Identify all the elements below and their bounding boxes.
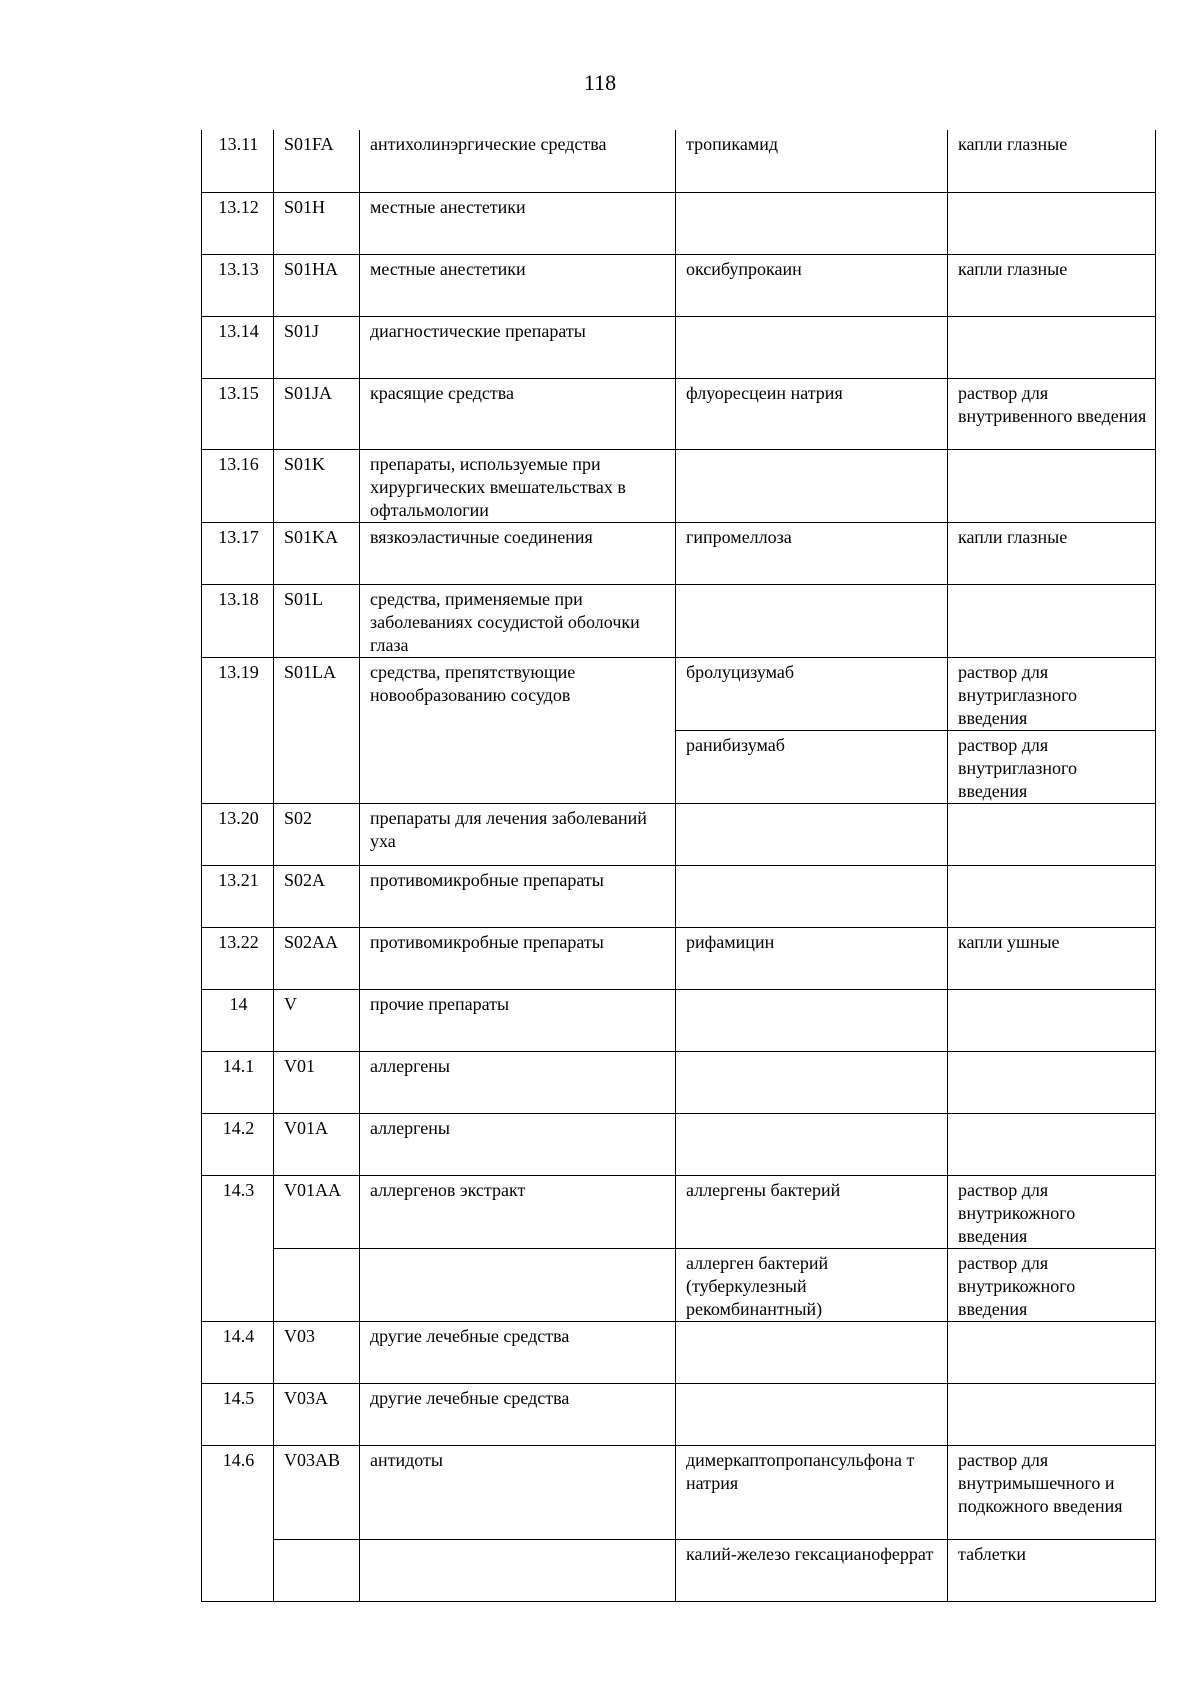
row-number: 13.11: [202, 130, 274, 192]
drug-name: тропикамид: [676, 130, 948, 192]
drug-name: димеркаптопропансульфона т натрия: [676, 1445, 948, 1539]
atc-group: средства, препятствующие новообразованию сосудов: [360, 657, 676, 803]
table-row: [202, 449, 1156, 522]
dosage-form: [948, 584, 1156, 657]
dosage-form: таблетки: [948, 1539, 1156, 1601]
row-number: 13.18: [202, 584, 274, 657]
dosage-form: раствор для внутриглазного введения: [948, 657, 1156, 730]
atc-code: [274, 1248, 360, 1321]
drug-name: [676, 584, 948, 657]
drug-name: оксибупрокаин: [676, 254, 948, 316]
dosage-form: раствор для внутрикожного введения: [948, 1175, 1156, 1248]
row-number: 13.22: [202, 927, 274, 989]
drug-name: гипромеллоза: [676, 522, 948, 584]
drug-name: [676, 989, 948, 1051]
row-number: 13.19: [202, 657, 274, 803]
table-row: [202, 1383, 1156, 1445]
atc-group: другие лечебные средства: [360, 1321, 676, 1383]
atc-group: аллергенов экстракт: [360, 1175, 676, 1248]
atc-code: S02: [274, 803, 360, 865]
table-row: [202, 1051, 1156, 1113]
row-number: 13.15: [202, 378, 274, 449]
dosage-form: [948, 1113, 1156, 1175]
row-number: 13.16: [202, 449, 274, 522]
table-row: [202, 378, 1156, 449]
atc-code: [274, 1539, 360, 1601]
table-row: [202, 254, 1156, 316]
atc-code: V01A: [274, 1113, 360, 1175]
atc-code: S01HA: [274, 254, 360, 316]
drug-name: флуоресцеин натрия: [676, 378, 948, 449]
dosage-form: [948, 989, 1156, 1051]
atc-code: S01JA: [274, 378, 360, 449]
table-row: [202, 803, 1156, 865]
table-row: [202, 1321, 1156, 1383]
atc-code: S01H: [274, 192, 360, 254]
table-row: [202, 989, 1156, 1051]
table-row: [202, 1248, 1156, 1321]
row-number: 13.17: [202, 522, 274, 584]
drug-name: ранибизумаб: [676, 730, 948, 803]
row-number: 13.14: [202, 316, 274, 378]
row-number: 14: [202, 989, 274, 1051]
drug-name: бролуцизумаб: [676, 657, 948, 730]
row-number: 14.4: [202, 1321, 274, 1383]
atc-group: прочие препараты: [360, 989, 676, 1051]
table-row: [202, 522, 1156, 584]
atc-group: противомикробные препараты: [360, 865, 676, 927]
dosage-form: раствор для внутримышечного и подкожного введения: [948, 1445, 1156, 1539]
atc-group: антидоты: [360, 1445, 676, 1539]
table-row: [202, 1175, 1156, 1248]
atc-group: препараты, используемые при хирургических вмешательствах в офтальмологии: [360, 449, 676, 522]
atc-code: S01J: [274, 316, 360, 378]
row-number: 14.5: [202, 1383, 274, 1445]
dosage-form: капли ушные: [948, 927, 1156, 989]
atc-group: [360, 1248, 676, 1321]
row-number: 14.3: [202, 1175, 274, 1321]
drug-name: аллерген бактерий (туберкулезный рекомбинантный): [676, 1248, 948, 1321]
atc-group: противомикробные препараты: [360, 927, 676, 989]
atc-code: V01AA: [274, 1175, 360, 1248]
table-row: [202, 130, 1156, 192]
dosage-form: [948, 1383, 1156, 1445]
atc-group: средства, применяемые при заболеваниях сосудистой оболочки глаза: [360, 584, 676, 657]
dosage-form: [948, 449, 1156, 522]
drug-name: [676, 316, 948, 378]
atc-group: [360, 1539, 676, 1601]
atc-code: V: [274, 989, 360, 1051]
row-number: 13.21: [202, 865, 274, 927]
table-row: [202, 1445, 1156, 1539]
drug-name: [676, 449, 948, 522]
dosage-form: [948, 803, 1156, 865]
drug-name: аллергены бактерий: [676, 1175, 948, 1248]
atc-code: V03: [274, 1321, 360, 1383]
table-row: [202, 316, 1156, 378]
dosage-form: [948, 192, 1156, 254]
atc-code: S01KA: [274, 522, 360, 584]
dosage-form: раствор для внутривенного введения: [948, 378, 1156, 449]
atc-code: S02AA: [274, 927, 360, 989]
drug-name: [676, 1051, 948, 1113]
drug-name: [676, 865, 948, 927]
dosage-form: капли глазные: [948, 522, 1156, 584]
atc-code: V03AB: [274, 1445, 360, 1539]
dosage-form: раствор для внутрикожного введения: [948, 1248, 1156, 1321]
drug-name: рифамицин: [676, 927, 948, 989]
atc-group: вязкоэластичные соединения: [360, 522, 676, 584]
drug-name: калий-железо гексацианоферрат: [676, 1539, 948, 1601]
row-number: 13.12: [202, 192, 274, 254]
dosage-form: [948, 316, 1156, 378]
atc-group: препараты для лечения заболеваний уха: [360, 803, 676, 865]
dosage-form: [948, 1321, 1156, 1383]
atc-code: S02A: [274, 865, 360, 927]
drug-name: [676, 1383, 948, 1445]
atc-code: S01L: [274, 584, 360, 657]
drug-name: [676, 1321, 948, 1383]
dosage-form: капли глазные: [948, 130, 1156, 192]
row-number: 13.20: [202, 803, 274, 865]
table-row: [202, 865, 1156, 927]
dosage-form: раствор для внутриглазного введения: [948, 730, 1156, 803]
atc-group: местные анестетики: [360, 192, 676, 254]
table-row: [202, 584, 1156, 657]
dosage-form: [948, 865, 1156, 927]
drug-name: [676, 803, 948, 865]
row-number: 13.13: [202, 254, 274, 316]
table-row: [202, 192, 1156, 254]
dosage-form: [948, 1051, 1156, 1113]
atc-group: аллергены: [360, 1051, 676, 1113]
drug-name: [676, 1113, 948, 1175]
atc-code: S01K: [274, 449, 360, 522]
atc-group: местные анестетики: [360, 254, 676, 316]
page-number: 118: [583, 70, 617, 95]
row-number: 14.1: [202, 1051, 274, 1113]
table-row: [202, 1539, 1156, 1601]
atc-group: диагностические препараты: [360, 316, 676, 378]
atc-group: аллергены: [360, 1113, 676, 1175]
row-number: 14.2: [202, 1113, 274, 1175]
drug-table: [201, 130, 1156, 1602]
dosage-form: капли глазные: [948, 254, 1156, 316]
atc-code: V01: [274, 1051, 360, 1113]
row-number: 14.6: [202, 1445, 274, 1601]
atc-group: другие лечебные средства: [360, 1383, 676, 1445]
atc-group: антихолинэргические средства: [360, 130, 676, 192]
table-row: [202, 657, 1156, 730]
atc-group: красящие средства: [360, 378, 676, 449]
atc-code: V03A: [274, 1383, 360, 1445]
drug-name: [676, 192, 948, 254]
table-row: [202, 1113, 1156, 1175]
atc-code: S01LA: [274, 657, 360, 803]
atc-code: S01FA: [274, 130, 360, 192]
table-row: [202, 927, 1156, 989]
